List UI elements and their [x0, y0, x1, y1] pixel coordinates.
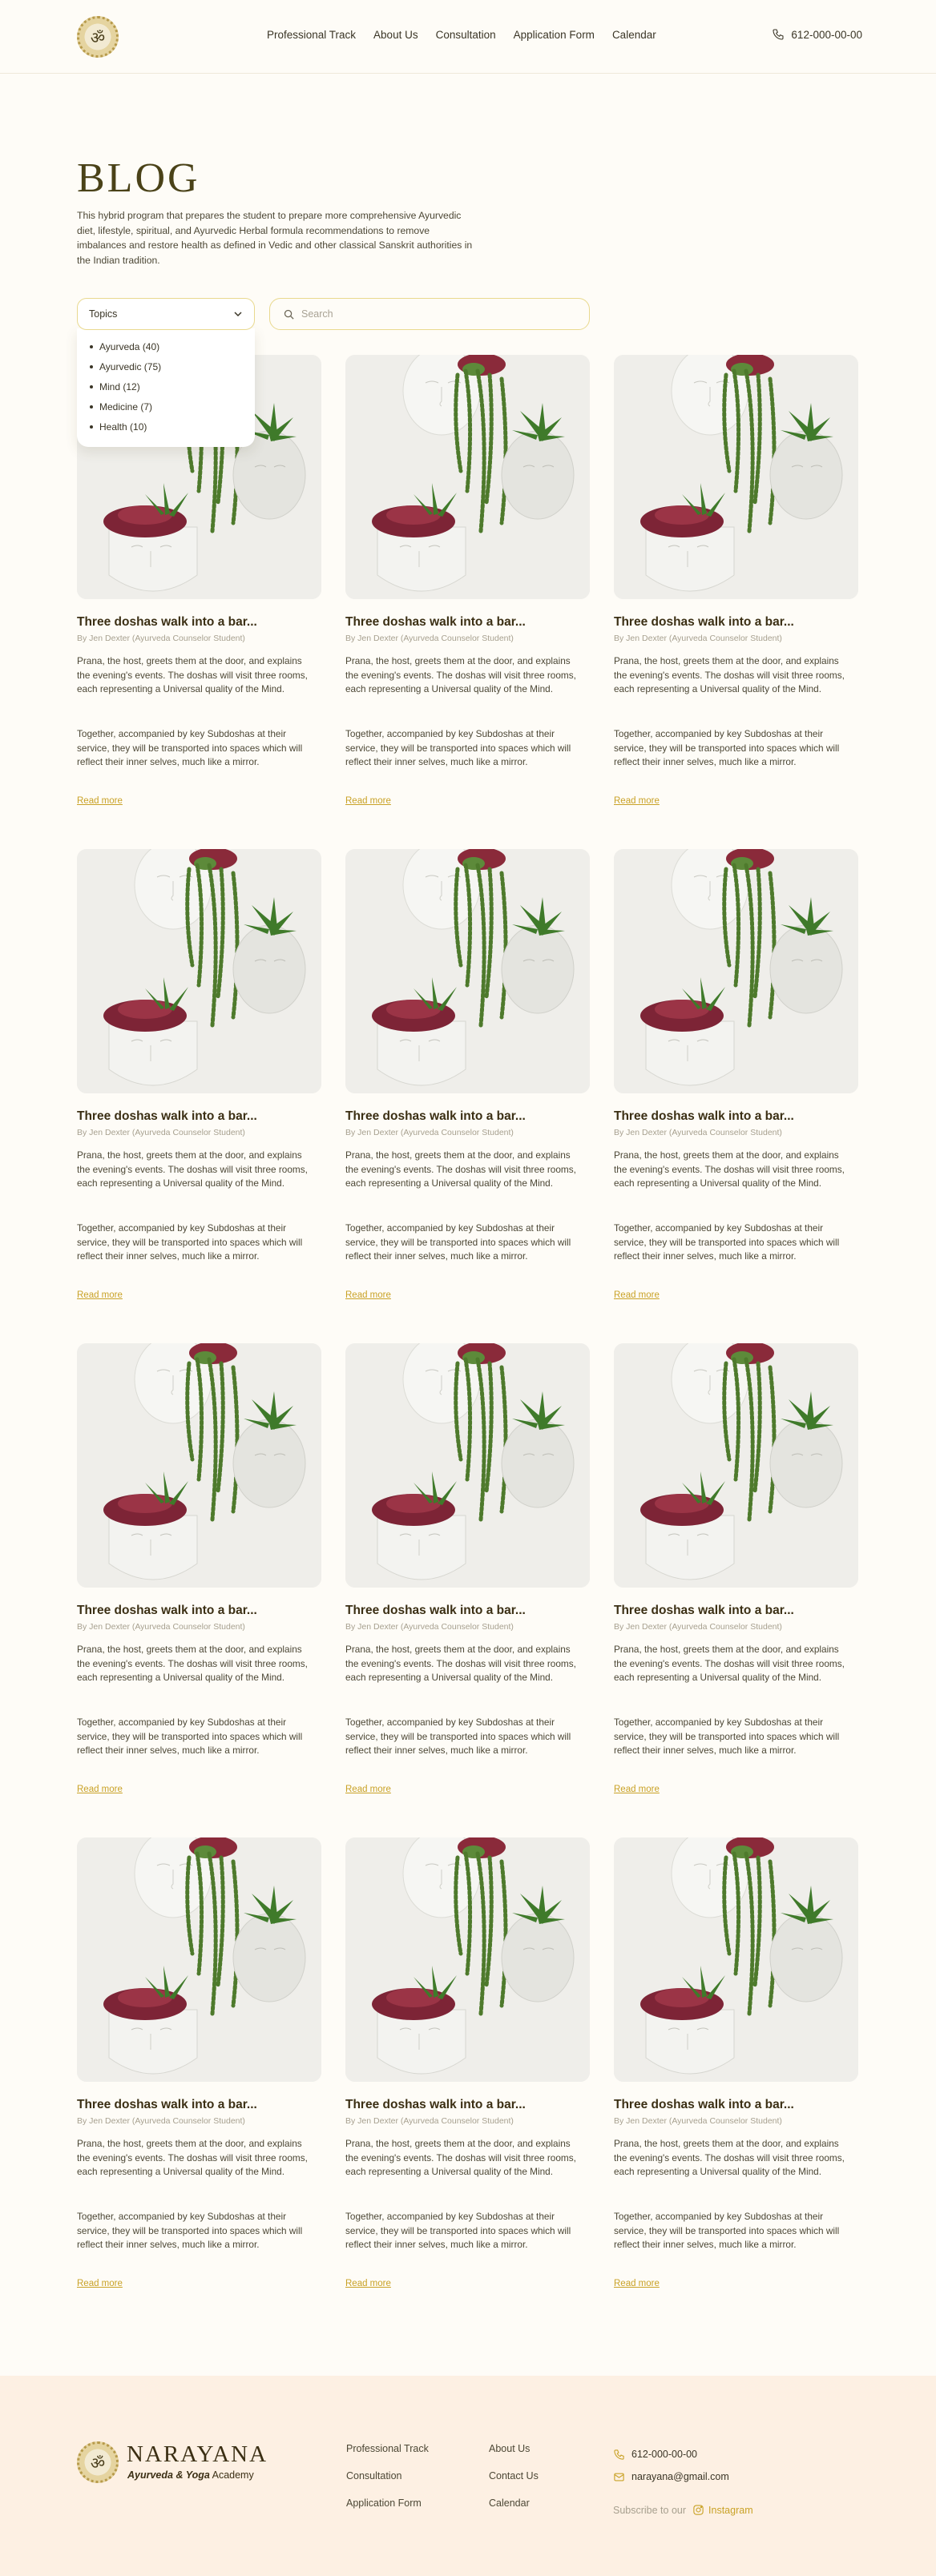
blog-card — [614, 849, 858, 1343]
post-title[interactable]: Three doshas walk into a bar... — [614, 615, 794, 629]
post-excerpt: Prana, the host, greets them at the door, and explains the evening's events. The doshas will visit three rooms, each representing a Universal quality of the Mind. — [77, 2138, 308, 2177]
topic-option-label: Medicine (7) — [99, 401, 153, 413]
post-excerpt-2: Together, accompanied by key Subdoshas at their service, they will be transported into spaces which will reflect their inner selves, much like a mirror. — [614, 1222, 840, 1262]
post-title[interactable]: Three doshas walk into a bar... — [614, 2098, 794, 2111]
post-excerpt: Prana, the host, greets them at the door, and explains the evening's events. The doshas will visit three rooms, each representing a Universal quality of the Mind. — [614, 655, 845, 694]
footer-link-calendar[interactable]: Calendar — [489, 2498, 530, 2509]
om-logo-icon: ॐ — [90, 2453, 106, 2473]
search-icon — [283, 308, 295, 320]
blog-card — [77, 1343, 321, 1837]
post-byline: By Jen Dexter (Ayurveda Counselor Student) — [77, 634, 245, 643]
blog-card — [77, 1837, 321, 2332]
blog-card — [614, 355, 858, 849]
nav-about-us[interactable]: About Us — [373, 29, 418, 41]
footer-subscribe — [613, 2504, 753, 2516]
nav-application-form[interactable]: Application Form — [513, 29, 595, 41]
post-byline: By Jen Dexter (Ayurveda Counselor Student) — [614, 1622, 782, 1632]
post-image[interactable] — [77, 1837, 321, 2082]
plant-pots-image — [345, 1837, 590, 2082]
post-image[interactable] — [345, 1837, 590, 2082]
footer-brand-subtitle-rest: Academy — [209, 2469, 254, 2481]
page-title: BLOG — [77, 155, 200, 201]
phone-icon — [613, 2449, 625, 2461]
read-more-link[interactable]: Read more — [345, 2279, 391, 2288]
read-more-link[interactable]: Read more — [614, 1290, 660, 1300]
chevron-down-icon — [233, 309, 243, 319]
post-byline: By Jen Dexter (Ayurveda Counselor Student) — [77, 1128, 245, 1137]
read-more-link[interactable]: Read more — [345, 796, 391, 806]
post-byline: By Jen Dexter (Ayurveda Counselor Student) — [614, 1128, 782, 1137]
post-excerpt: Prana, the host, greets them at the door, and explains the evening's events. The doshas will visit three rooms, each representing a Universal quality of the Mind. — [345, 655, 576, 694]
post-image[interactable] — [345, 355, 590, 599]
plant-pots-image — [614, 1837, 858, 2082]
post-excerpt-2: Together, accompanied by key Subdoshas at their service, they will be transported into spaces which will reflect their inner selves, much like a mirror. — [77, 2211, 303, 2250]
post-excerpt: Prana, the host, greets them at the door, and explains the evening's events. The doshas will visit three rooms, each representing a Universal quality of the Mind. — [614, 1644, 845, 1683]
read-more-link[interactable]: Read more — [614, 2279, 660, 2288]
post-excerpt-2: Together, accompanied by key Subdoshas at their service, they will be transported into spaces which will reflect their inner selves, much like a mirror. — [345, 1222, 571, 1262]
footer-contact — [613, 2443, 729, 2488]
footer-link-application-form[interactable]: Application Form — [346, 2498, 422, 2509]
post-byline: By Jen Dexter (Ayurveda Counselor Student) — [614, 2116, 782, 2126]
post-image[interactable] — [614, 355, 858, 599]
footer-phone[interactable] — [613, 2443, 729, 2465]
blog-card — [345, 355, 590, 849]
post-excerpt: Prana, the host, greets them at the door, and explains the evening's events. The doshas will visit three rooms, each representing a Universal quality of the Mind. — [614, 2138, 845, 2177]
bullet-icon — [90, 405, 93, 409]
instagram-link[interactable] — [692, 2504, 753, 2516]
footer-link-contact-us[interactable]: Contact Us — [489, 2470, 539, 2481]
post-byline: By Jen Dexter (Ayurveda Counselor Student) — [345, 634, 514, 643]
logo[interactable] — [77, 16, 119, 58]
topics-menu — [77, 328, 255, 447]
post-excerpt: Prana, the host, greets them at the door, and explains the evening's events. The doshas will visit three rooms, each representing a Universal quality of the Mind. — [614, 1149, 845, 1189]
page-description: This hybrid program that prepares the student to prepare more comprehensive Ayurvedic diet, lifestyle, spiritual, and Ayurvedic Herbal formula recommendations to remove imbalances and restore health as defined in Vedic and other classical Sanskrit authorities in the Indian tradition. — [77, 210, 473, 266]
post-image[interactable] — [77, 849, 321, 1093]
blog-card — [345, 1343, 590, 1837]
post-excerpt-2: Together, accompanied by key Subdoshas at their service, they will be transported into spaces which will reflect their inner selves, much like a mirror. — [614, 728, 840, 767]
footer-link-professional-track[interactable]: Professional Track — [346, 2443, 429, 2454]
blog-card — [345, 1837, 590, 2332]
post-image[interactable] — [614, 1343, 858, 1588]
main-nav — [267, 29, 674, 41]
topic-option[interactable] — [90, 380, 242, 400]
post-byline: By Jen Dexter (Ayurveda Counselor Student) — [77, 2116, 245, 2126]
post-title[interactable]: Three doshas walk into a bar... — [77, 1109, 257, 1123]
footer-email-address: narayana@gmail.com — [631, 2471, 729, 2482]
read-more-link[interactable]: Read more — [614, 796, 660, 806]
topics-dropdown-label: Topics — [89, 308, 118, 320]
plant-pots-image — [614, 1343, 858, 1588]
search-box[interactable] — [269, 298, 590, 330]
post-excerpt: Prana, the host, greets them at the door, and explains the evening's events. The doshas will visit three rooms, each representing a Universal quality of the Mind. — [345, 2138, 576, 2177]
bullet-icon — [90, 425, 93, 429]
blog-card — [614, 1837, 858, 2332]
post-image[interactable] — [345, 1343, 590, 1588]
post-byline: By Jen Dexter (Ayurveda Counselor Student) — [345, 1128, 514, 1137]
read-more-link[interactable]: Read more — [77, 796, 123, 806]
post-excerpt-2: Together, accompanied by key Subdoshas at their service, they will be transported into spaces which will reflect their inner selves, much like a mirror. — [345, 1717, 571, 1756]
post-title[interactable]: Three doshas walk into a bar... — [345, 1604, 526, 1617]
read-more-link[interactable]: Read more — [77, 1785, 123, 1794]
post-byline: By Jen Dexter (Ayurveda Counselor Student) — [345, 1622, 514, 1632]
phone-icon — [772, 28, 785, 41]
footer-logo[interactable] — [77, 2441, 119, 2483]
read-more-link[interactable]: Read more — [345, 1785, 391, 1794]
plant-pots-image — [77, 1343, 321, 1588]
instagram-label: Instagram — [708, 2504, 753, 2516]
post-image[interactable] — [77, 1343, 321, 1588]
header-phone-number: 612-000-00-00 — [791, 28, 862, 41]
post-excerpt-2: Together, accompanied by key Subdoshas at their service, they will be transported into spaces which will reflect their inner selves, much like a mirror. — [77, 1717, 303, 1756]
post-title[interactable]: Three doshas walk into a bar... — [345, 2098, 526, 2111]
post-byline: By Jen Dexter (Ayurveda Counselor Student) — [77, 1622, 245, 1632]
nav-professional-track[interactable]: Professional Track — [267, 29, 357, 41]
topic-option-label: Ayurvedic (75) — [99, 361, 162, 372]
post-excerpt-2: Together, accompanied by key Subdoshas at their service, they will be transported into spaces which will reflect their inner selves, much like a mirror. — [77, 728, 303, 767]
bullet-icon — [90, 365, 93, 368]
post-excerpt: Prana, the host, greets them at the door, and explains the evening's events. The doshas will visit three rooms, each representing a Universal quality of the Mind. — [77, 1644, 308, 1683]
topic-option[interactable] — [90, 420, 242, 440]
post-title[interactable]: Three doshas walk into a bar... — [614, 1604, 794, 1617]
site-footer — [0, 2376, 936, 2576]
blog-card — [345, 849, 590, 1343]
topic-option[interactable] — [90, 360, 242, 380]
topic-option[interactable] — [90, 400, 242, 420]
post-title[interactable]: Three doshas walk into a bar... — [614, 1109, 794, 1123]
footer-email[interactable] — [613, 2465, 729, 2488]
post-excerpt: Prana, the host, greets them at the door, and explains the evening's events. The doshas will visit three rooms, each representing a Universal quality of the Mind. — [345, 1644, 576, 1683]
post-excerpt-2: Together, accompanied by key Subdoshas at their service, they will be transported into spaces which will reflect their inner selves, much like a mirror. — [614, 1717, 840, 1756]
post-excerpt-2: Together, accompanied by key Subdoshas at their service, they will be transported into spaces which will reflect their inner selves, much like a mirror. — [345, 2211, 571, 2250]
bullet-icon — [90, 385, 93, 388]
footer-phone-number: 612-000-00-00 — [631, 2449, 698, 2460]
post-image[interactable] — [614, 849, 858, 1093]
instagram-icon — [692, 2504, 704, 2516]
topic-option-label: Health (10) — [99, 421, 147, 433]
footer-brand-subtitle-bold: Ayurveda & Yoga — [127, 2469, 210, 2481]
plant-pots-image — [345, 355, 590, 599]
read-more-link[interactable]: Read more — [614, 1785, 660, 1794]
footer-brand-name: NARAYANA — [127, 2441, 268, 2467]
om-logo-icon: ॐ — [90, 27, 106, 47]
bullet-icon — [90, 345, 93, 348]
plant-pots-image — [77, 1837, 321, 2082]
header-phone[interactable] — [772, 28, 862, 41]
post-title[interactable]: Three doshas walk into a bar... — [77, 2098, 257, 2111]
plant-pots-image — [614, 355, 858, 599]
footer-link-about-us[interactable]: About Us — [489, 2443, 531, 2454]
topic-option[interactable] — [90, 340, 242, 360]
site-header — [0, 0, 936, 74]
post-title[interactable]: Three doshas walk into a bar... — [77, 1604, 257, 1617]
nav-consultation[interactable]: Consultation — [435, 29, 496, 41]
nav-calendar[interactable]: Calendar — [611, 29, 656, 41]
post-byline: By Jen Dexter (Ayurveda Counselor Student) — [345, 2116, 514, 2126]
post-excerpt: Prana, the host, greets them at the door, and explains the evening's events. The doshas will visit three rooms, each representing a Universal quality of the Mind. — [77, 655, 308, 694]
search-input[interactable] — [301, 308, 574, 320]
topic-option-label: Mind (12) — [99, 381, 140, 392]
post-title[interactable]: Three doshas walk into a bar... — [345, 615, 526, 629]
read-more-link[interactable]: Read more — [77, 2279, 123, 2288]
read-more-link[interactable]: Read more — [77, 1290, 123, 1300]
blog-grid — [77, 355, 857, 2332]
footer-links-col2 — [489, 2443, 539, 2525]
post-excerpt-2: Together, accompanied by key Subdoshas at their service, they will be transported into spaces which will reflect their inner selves, much like a mirror. — [77, 1222, 303, 1262]
post-excerpt: Prana, the host, greets them at the door, and explains the evening's events. The doshas will visit three rooms, each representing a Universal quality of the Mind. — [77, 1149, 308, 1189]
read-more-link[interactable]: Read more — [345, 1290, 391, 1300]
post-image[interactable] — [345, 849, 590, 1093]
plant-pots-image — [345, 849, 590, 1093]
footer-link-consultation[interactable]: Consultation — [346, 2470, 402, 2481]
blog-card — [614, 1343, 858, 1837]
post-excerpt-2: Together, accompanied by key Subdoshas at their service, they will be transported into spaces which will reflect their inner selves, much like a mirror. — [614, 2211, 840, 2250]
footer-brand-subtitle — [127, 2469, 254, 2481]
post-excerpt-2: Together, accompanied by key Subdoshas at their service, they will be transported into spaces which will reflect their inner selves, much like a mirror. — [345, 728, 571, 767]
plant-pots-image — [614, 849, 858, 1093]
post-excerpt: Prana, the host, greets them at the door, and explains the evening's events. The doshas will visit three rooms, each representing a Universal quality of the Mind. — [345, 1149, 576, 1189]
topic-option-label: Ayurveda (40) — [99, 341, 160, 352]
post-image[interactable] — [614, 1837, 858, 2082]
post-title[interactable]: Three doshas walk into a bar... — [77, 615, 257, 629]
plant-pots-image — [77, 849, 321, 1093]
subscribe-text: Subscribe to our — [613, 2504, 687, 2516]
blog-card — [77, 849, 321, 1343]
footer-links-col1 — [346, 2443, 429, 2525]
post-title[interactable]: Three doshas walk into a bar... — [345, 1109, 526, 1123]
post-byline: By Jen Dexter (Ayurveda Counselor Student) — [614, 634, 782, 643]
plant-pots-image — [345, 1343, 590, 1588]
topics-dropdown[interactable] — [77, 298, 255, 330]
mail-icon — [613, 2471, 625, 2483]
